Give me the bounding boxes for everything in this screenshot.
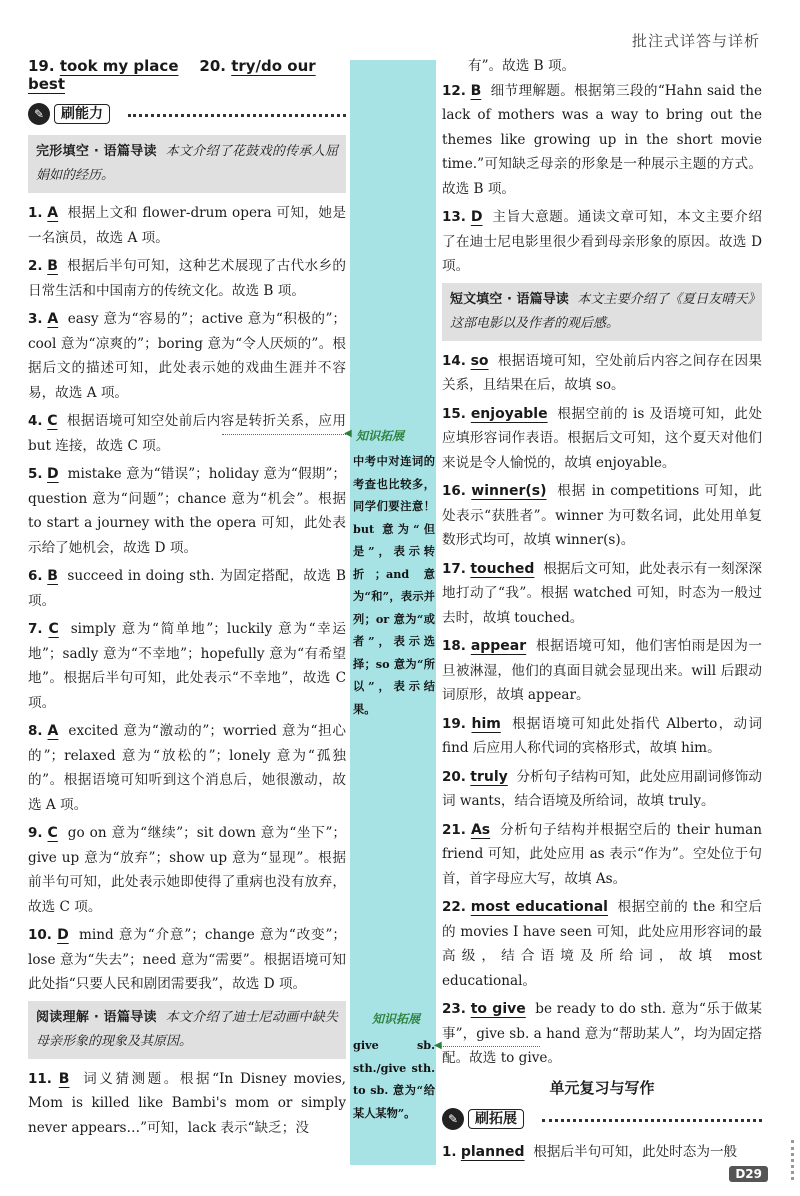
item-number: 19. [28,57,55,75]
note-text-2: give sb. sth./give sth. to sb. 意为“给某人某物”。 [353,1038,435,1120]
answer-item: 10. D mind 意为“介意”；change 意为“改变”；lose 意为“失去”；need 意为“需要”。根据语境可知此处指“只要人民和剧团需要我”，故选 D 项。 [28,927,346,992]
answer-item: 21. As 分析句子结构并根据空后的 their human friend 可知，此处应用 as 表示“作为”。空处位于句首，首字母应大写，故填 As。 [442,821,762,887]
answer-item: 6. B succeed in doing sth. 为固定搭配，故选 B 项。 [28,568,346,609]
answer-item: 5. D mistake 意为“错误”；holiday 意为“假期”；question 意为“问题”；chance 意为“机会”。根据 to start a journey with the opera 可知，此处表示给了她机会，故选 D 项。 [28,466,346,556]
arrow-icon: ◀ [344,428,352,439]
section-label: 刷拓展 [468,1109,524,1129]
decorative-dots [774,1140,794,1180]
guide-title: 阅读理解 · 语篇导读 [36,1009,157,1025]
guide-text: 本文主要介绍了《夏日友晴天》这部电影以及作者的观后感。 [450,291,754,331]
answer-item: 15. enjoyable 根据空前的 is 及语境可知，此处应填形容词作表语。根据后文可知，这个夏天对他们来说是令人愉悦的，故填 enjoyable。 [442,405,762,471]
guide-title: 短文填空 · 语篇导读 [450,291,569,307]
section-heading-ability [28,101,346,129]
answer-item: 19. him 根据语境可知此处指代 Alberto，动词 find 后应用人称代词的宾格形式，故填 him。 [442,715,762,756]
answer-item: 1. A 根据上文和 flower-drum opera 可知，她是一名演员，故选 A 项。 [28,205,346,246]
wrench-icon: ✎ [442,1108,464,1130]
answer-item: 20. truly 分析句子结构可知，此处应用副词修饰动词 wants，结合语境及所给词，故填 truly。 [442,768,762,809]
answer-item: 17. touched 根据后文可知，此处表示有一刻深深地打动了“我”。根据 watched 可知，时态为一般过去时，故填 touched。 [442,560,762,626]
answer-item: 23. to give be ready to do sth. 意为“乐于做某事”，give sb. a hand 意为“帮助某人”，均为固定搭配。故选 to give。 [442,1001,762,1066]
guide-box-fill [442,283,762,341]
answer-item: 3. A easy 意为“容易的”；active 意为“积极的”；cool 意为“凉爽的”；boring 意为“令人厌烦的”。根据后文的描述可知，此处表示她的戏曲生涯并不容易，故选 A 项。 [28,311,346,401]
note-tag-2: 知识拓展 [372,1012,421,1026]
dotted-connector [222,434,348,435]
answer-item: 9. C go on 意为“继续”；sit down 意为“坐下”；give up 意为“放弃”；show up 意为“显现”。根据前半句可知，此处表示她即使得了重病也没有放弃，故选 C 项。 [28,825,346,915]
guide-title: 完形填空 · 语篇导读 [36,144,157,159]
dotted-divider [542,1119,762,1122]
answer-item: 2. B 根据后半句可知，这种艺术展现了古代水乡的日常生活和中国南方的传统文化。故选 B 项。 [28,258,346,299]
guide-box-cloze [28,135,346,193]
page-header-title: 批注式详答与详析 [631,32,760,50]
left-column [28,54,346,1144]
answer-item: 13. D 主旨大意题。通读文章可知，本文主要介绍了在迪士尼电影里很少看到母亲形象的原因。故选 D 项。 [442,209,762,274]
answer: took my place [59,57,179,75]
note-text-1: 中考中对连词的考查也比较多，同学们要注意！but 意为“但是”，表示转折；and 意为“和”，表示并列；or 意为“或者”，表示选择；so 意为“所以”，表示结果。 [353,454,435,716]
arrow-icon: ◀ [434,1040,442,1051]
right-column [442,54,762,1168]
section-heading-extend [442,1106,762,1134]
section-label: 刷能力 [54,104,110,124]
guide-text: 本文介绍了花鼓戏的传承人屈娟如的经历。 [36,144,338,183]
continued-text: 有”。故选 B 项。 [468,58,576,74]
page-number: D29 [729,1166,768,1182]
answer-item: 18. appear 根据语境可知，他们害怕雨是因为一旦被淋湿，他们的真面目就会显现出来。will 后跟动词原形，故填 appear。 [442,638,762,703]
note-tag-1: 知识拓展 [356,429,405,443]
answer-item: 1. planned 根据后半句可知，此处时态为一般 [442,1143,738,1160]
answer-item: 12. B 细节理解题。根据第三段的“Hahn said the lack of mothers was a way to bring out the themes like growing up in the short movie time.”可知缺乏母亲的形象是一种展示主题的方式。故选 B 项。 [442,82,762,197]
dotted-divider [128,114,346,117]
item-number: 20. [199,57,226,75]
answers-19-20 [28,57,346,93]
answer-item: 8. A excited 意为“激动的”；worried 意为“担心的”；relaxed 意为“放松的”；lonely 意为“孤独的”。根据语境可知听到这个消息后，她很激动，故选 A 项。 [28,723,346,813]
answer-item: 7. C simply 意为“简单地”；luckily 意为“幸运地”；sadly 意为“不幸地”；hopefully 意为“有希望地”。根据后半句可知，此处表示“不幸地”，故选 C 项。 [28,621,347,711]
wrench-icon: ✎ [28,103,50,125]
answer-item: 14. so 根据语境可知，空处前后内容之间存在因果关系，且结果在后，故填 so。 [442,352,762,393]
answer: try/do our best [28,57,316,93]
unit-title: 单元复习与写作 [549,1078,655,1097]
guide-box-reading [28,1001,346,1059]
answer-item: 11. B 词义猜测题。根据“In Disney movies, Mom is killed like Bambi's mom or simply never appears…”可知，lack 表示“缺乏；没 [28,1070,346,1136]
guide-text: 本文介绍了迪士尼动画中缺失母亲形象的现象及其原因。 [36,1009,338,1049]
answer-item: 22. most educational 根据空前的 the 和空后的 movies I have seen 可知，此处应用形容词的最高级，结合语境及所给词，故填 most educational。 [442,899,762,989]
answer-item: 16. winner(s) 根据 in competitions 可知，此处表示“获胜者”。winner 为可数名词，此处用单复数形式均可，故填 winner(s)。 [442,483,762,548]
answer-item: 4. C 根据语境可知空处前后内容是转折关系，应用 but 连接，故选 C 项。 [28,413,346,454]
